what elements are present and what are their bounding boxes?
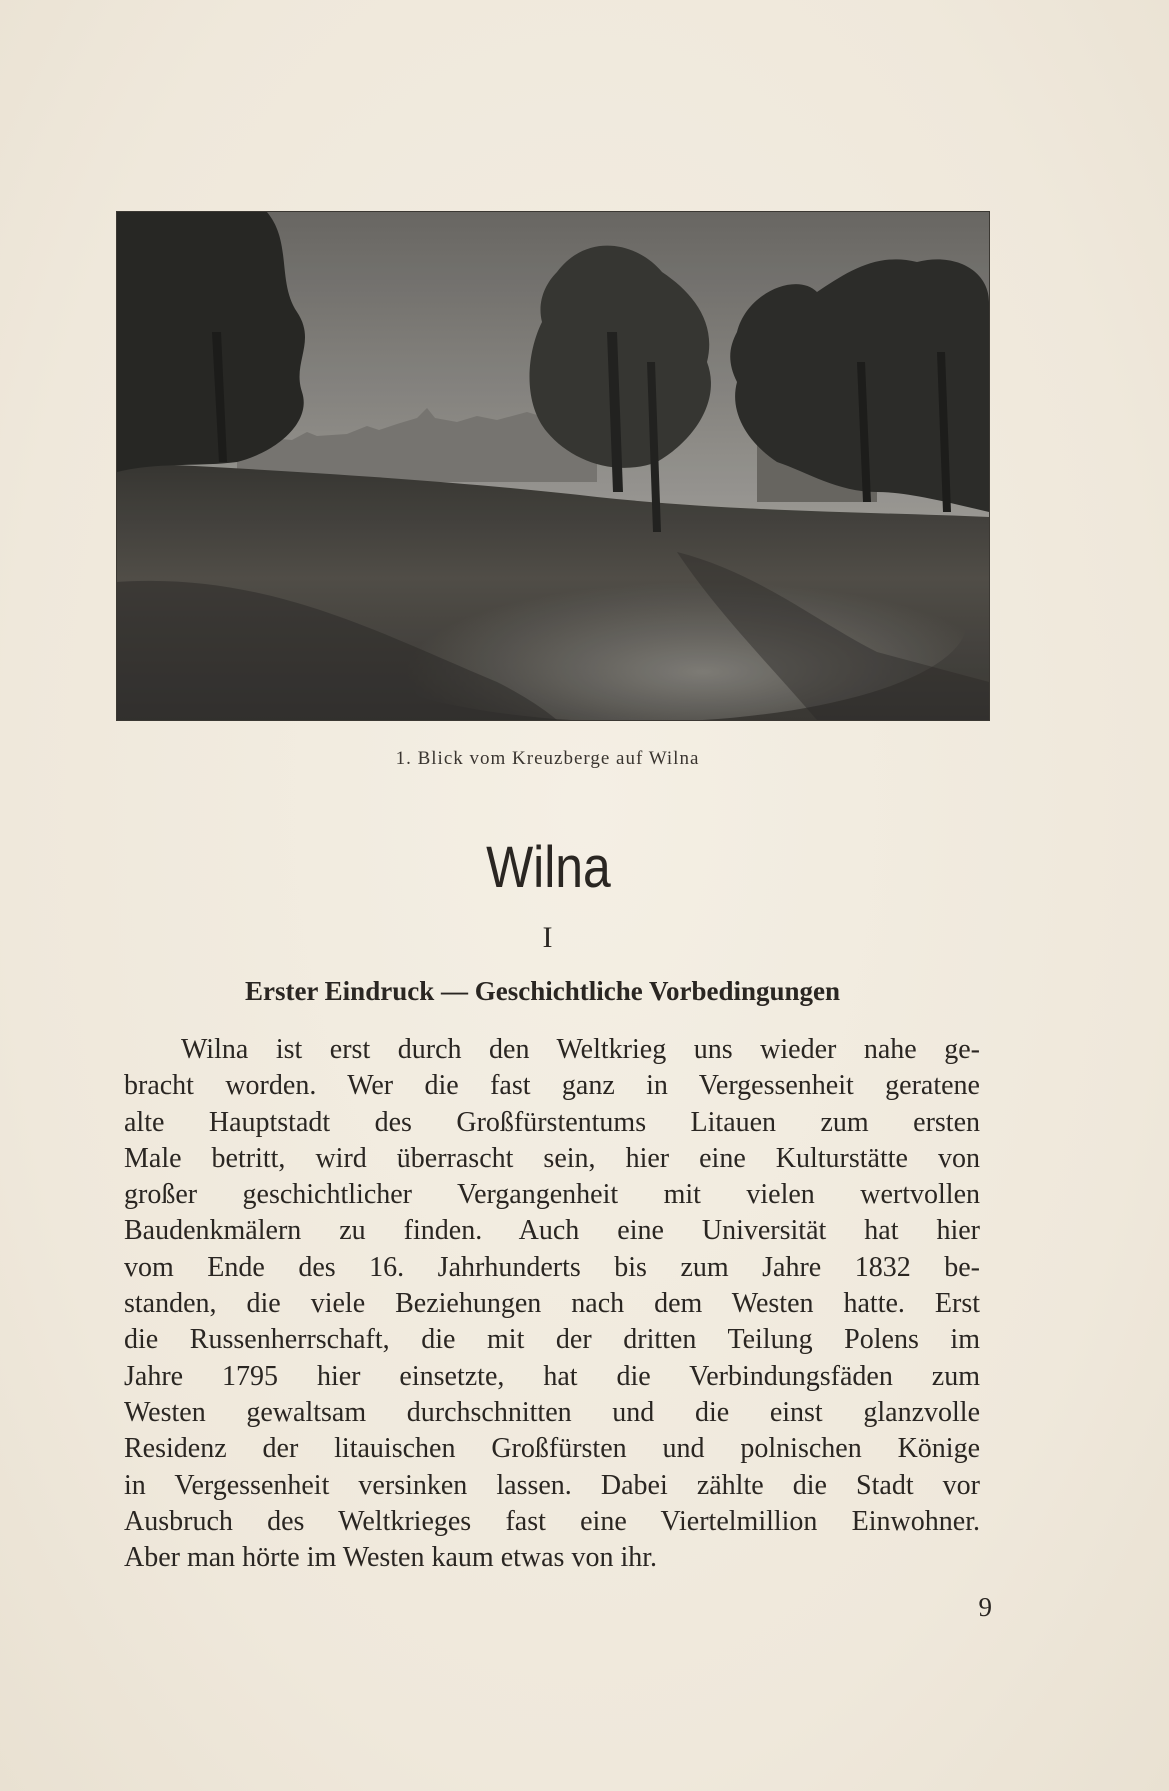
text-line: Aber man hörte im Westen kaum etwas von ihr. bbox=[124, 1542, 657, 1574]
text-line: Jahre 1795 hier einsetzte, hat die Verbindungsfäden zum bbox=[124, 1360, 980, 1392]
page-number: 9 bbox=[978, 1592, 992, 1622]
text-line: großer geschichtlicher Vergangenheit mit vielen wertvollen bbox=[124, 1179, 980, 1211]
chapter-number: I bbox=[542, 921, 553, 954]
text-line: Residenz der litauischen Großfürsten und polnischen Könige bbox=[124, 1433, 980, 1465]
text-line: standen, die viele Beziehungen nach dem Westen hatte. Erst bbox=[124, 1288, 980, 1320]
text-line: in Vergessenheit versinken lassen. Dabei zählte die Stadt vor bbox=[124, 1469, 980, 1501]
text-line: vom Ende des 16. Jahrhunderts bis zum Jahre 1832 be- bbox=[124, 1251, 980, 1283]
text-line: Ausbruch des Weltkrieges fast eine Viertelmillion Einwohner. bbox=[124, 1505, 980, 1537]
body-paragraph bbox=[124, 1032, 980, 1576]
photo-illustration bbox=[117, 212, 989, 720]
text-line: Baudenkmälern zu finden. Auch eine Universität hat hier bbox=[124, 1215, 980, 1247]
text-line: die Russenherrschaft, die mit der dritten Teilung Polens im bbox=[124, 1324, 980, 1356]
chapter-subtitle: Erster Eindruck — Geschichtliche Vorbedingungen bbox=[244, 976, 841, 1006]
text-line: Male betritt, wird überrascht sein, hier eine Kulturstätte von bbox=[124, 1142, 980, 1174]
text-line: alte Hauptstadt des Großfürstentums Litauen zum ersten bbox=[124, 1106, 980, 1138]
photo-caption: 1. Blick vom Kreuzberge auf Wilna bbox=[395, 748, 700, 769]
chapter-title: Wilna bbox=[486, 835, 611, 900]
text-line: Westen gewaltsam durchschnitten und die einst glanzvolle bbox=[124, 1396, 980, 1428]
text-line: bracht worden. Wer die fast ganz in Vergessenheit geratene bbox=[124, 1070, 980, 1102]
photograph-view-of-wilna bbox=[116, 211, 990, 721]
text-line: Wilna ist erst durch den Weltkrieg uns wieder nahe ge- bbox=[181, 1034, 980, 1065]
